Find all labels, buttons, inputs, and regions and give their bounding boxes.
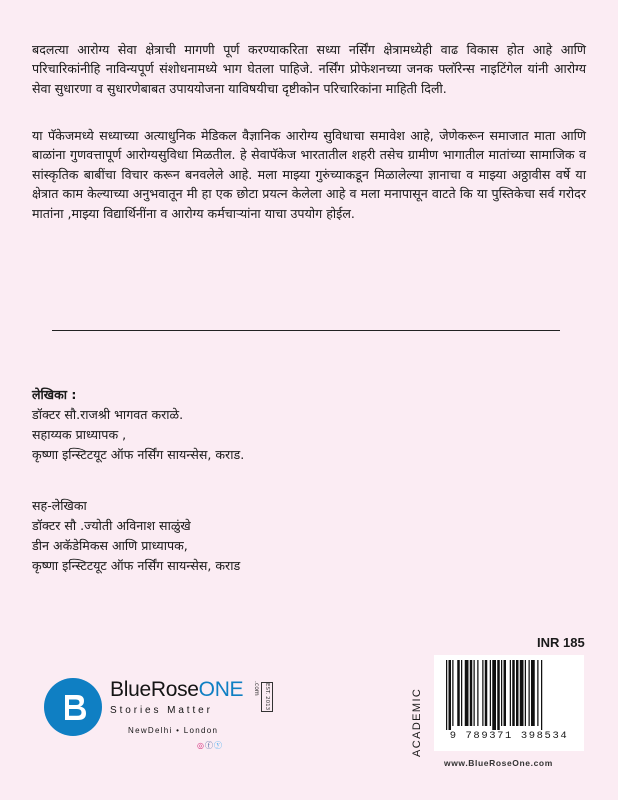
- section-divider: [52, 330, 560, 331]
- publisher-domain: .com: [253, 681, 260, 696]
- twitter-icon: ⓨ: [213, 741, 223, 750]
- barcode-bar: [516, 660, 519, 726]
- barcode-bar: [512, 660, 515, 726]
- barcode-bar: [477, 660, 478, 726]
- genre-label: ACADEMIC: [411, 687, 423, 757]
- publisher-logo-mark-icon: [44, 678, 102, 736]
- publisher-name: [110, 678, 243, 702]
- coauthor-block: [32, 496, 240, 576]
- barcode-bar: [482, 660, 483, 726]
- barcode-bar: [452, 660, 453, 726]
- barcode-bar: [474, 660, 475, 726]
- barcode-bar: [510, 660, 511, 726]
- coauthor-heading: सह-लेखिका: [32, 498, 87, 513]
- barcode-bar: [485, 660, 488, 726]
- barcode-bar: [446, 660, 447, 730]
- description-paragraph-2: या पॅकेजमध्ये सध्याच्या अत्याधुनिक मेडिकल वैज्ञानिक आरोग्य सुविधाचा समावेश आहे, जेणेकरून समाजात माता आणि बाळांना गुणवत्तापूर्ण आरोग्यसुविधा मिळतील. हे सेवापॅकेज भारतातील शहरी तसेच ग्रामीण भागातील मातांच्या सामाजिक व सांस्कृतिक बाबींचा विचार करून बनवलेले आहे. मला माझ्या गुरुंच्याकडून मिळालेल्या ज्ञानाचा व माझ्या अठ्ठावीस वर्षे या क्षेत्रात काम केल्याच्या अनुभवातून मी हा एक छोटा प्रयत्न केलेला आहे व मला मनापासून वाटते कि या पुस्तिकेचा सर्व गरोदर मातांना ,माझ्या विद्यार्थिनींना व आरोग्य कर्मचाऱ्यांना याचा उपयोग होईल.: [32, 128, 586, 221]
- author-name: डॉक्टर सौ.राजश्री भागवत कराळे.: [32, 407, 184, 422]
- author-block: [32, 385, 244, 465]
- barcode-bar: [470, 660, 473, 726]
- publisher-est-badge: EST. 2013: [261, 682, 273, 712]
- facebook-icon: ⓕ: [204, 741, 214, 750]
- author-designation: सहाय्यक प्राध्यापक ,: [32, 427, 127, 442]
- social-icons: [197, 740, 223, 751]
- price-label: INR 185: [537, 635, 585, 650]
- publisher-website: www.BlueRoseOne.com: [444, 758, 553, 768]
- coauthor-institute: कृष्णा इन्स्टिटयूट ऑफ नर्सिंग सायन्सेस, कराड: [32, 558, 241, 573]
- publisher-logo: [44, 672, 274, 782]
- barcode-bar: [492, 660, 496, 730]
- publisher-cities: NewDelhi • London: [128, 726, 219, 735]
- barcode-bar: [501, 660, 502, 726]
- barcode-bar: [461, 660, 462, 726]
- barcode-bar: [449, 660, 452, 730]
- coauthor-designation: डीन अकॅडेमिकस आणि प्राध्यापक,: [32, 538, 188, 553]
- barcode-bar: [497, 660, 500, 730]
- barcode-bar: [490, 660, 491, 726]
- barcode-bar: [457, 660, 460, 726]
- barcode-bar: [525, 660, 526, 726]
- barcode-icon: [446, 660, 572, 730]
- instagram-icon: ◎: [197, 741, 205, 750]
- isbn-number: 9 789371 398534: [449, 730, 569, 742]
- barcode-bar: [531, 660, 535, 726]
- author-institute: कृष्णा इन्स्टिटयूट ऑफ नर्सिंग सायन्सेस, कराड.: [32, 447, 245, 462]
- publisher-name-part1: BlueRose: [110, 678, 199, 701]
- barcode-bar: [520, 660, 524, 726]
- barcode-bar: [504, 660, 507, 726]
- barcode-bar: [537, 660, 538, 726]
- author-heading: लेखिका :: [32, 387, 77, 402]
- publisher-name-part2: ONE: [198, 678, 244, 701]
- isbn-barcode: [434, 655, 584, 751]
- barcode-bar: [529, 660, 530, 726]
- coauthor-name: डॉक्टर सौ .ज्योती अविनाश साळुंखे: [32, 518, 191, 533]
- description-paragraph-1: बदलत्या आरोग्य सेवा क्षेत्राची मागणी पूर्ण करण्याकरिता सध्या नर्सिंग क्षेत्रामध्येही वाढ विकास होत आहे आणि परिचारिकांनीहि नाविन्यपूर्ण संशोधनामध्ये भाग घेतला पाहिजे. नर्सिंग प्रोफेशनच्या जनक फ्लॉरेन्स नाइटिंगेल यांनी आरोग्य सेवा सुधारणा व सुधारणेबाबत उपाययोजना याविषयीचा दृष्टीकोन परिचारिकांना माहिती दिली.: [32, 42, 586, 96]
- publisher-tagline: Stories Matter: [110, 705, 213, 716]
- barcode-bar: [465, 660, 469, 726]
- barcode-bar: [541, 660, 542, 730]
